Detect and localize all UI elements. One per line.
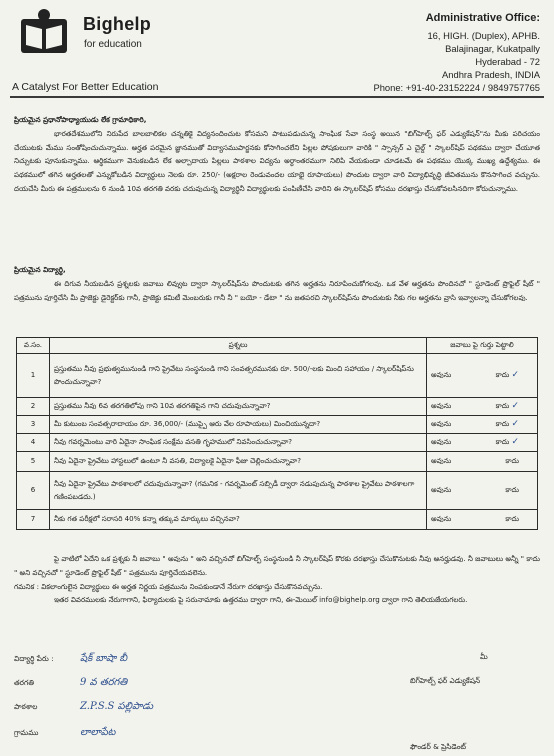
letter-to-student [14, 263, 540, 304]
row-question: నీవు ఏదైనా ప్రైవేటు హాస్టలులో ఉంటూ నీ వసతి, విద్యాలకై ఏదైనా ఫీజు చెల్లించుచున్నావా? [50, 452, 427, 472]
answer-yes[interactable]: అవును [431, 370, 452, 380]
check-mark: ✓ [511, 370, 519, 381]
handwritten-school[interactable]: Z.P.S.S పల్లిపాడు [80, 701, 154, 712]
answer-cell[interactable] [427, 472, 538, 510]
table-row [17, 416, 538, 434]
answer-cell[interactable] [427, 398, 538, 416]
paragraph-contact: ఇతర వివరములకు నేరుగాగాని, ఫిర్యాదులకు పై సరునామాకు ఉత్తరము ద్వారా గాని, ఈ-మెయిల్ info@bighelp.org ద్వారా గాని తెలియజేయగలరు. [54, 595, 468, 605]
answer-cell[interactable] [427, 434, 538, 452]
office-line: Hyderabad - 72 [475, 56, 540, 67]
letter-to-headmaster [14, 113, 540, 196]
sign-org: బిగ్‌హెల్ప్ ఫర్ ఎడ్యుకేషన్ [410, 676, 481, 685]
row-number: 1 [17, 354, 50, 398]
office-line: 16, HIGH. (Duplex), APHB. [427, 30, 540, 41]
sign-yours: మీ [480, 652, 488, 661]
col-question: ప్రశ్నలు [50, 338, 427, 354]
sign-founder: ఫౌండర్ & ప్రెసిడెంట్ [410, 742, 467, 751]
office-line: Balajinagar, Kukatpally [445, 43, 540, 54]
answer-yes[interactable]: అవును [431, 485, 452, 495]
row-number: 2 [17, 398, 50, 416]
col-answer: జవాబు పై గుర్తు పెట్టాలి [427, 338, 538, 354]
answer-cell[interactable] [427, 354, 538, 398]
table-row [17, 354, 538, 398]
note-disabled-students: గమనిక : వికలాంగులైన విద్యార్థులు ఈ అర్హత నిర్ణయ పత్రమును నింపకుండానే నేరుగా దరఖాస్తు చేసుకొనవచ్చును. [14, 581, 323, 591]
row-number: 4 [17, 434, 50, 452]
answer-cell[interactable] [427, 452, 538, 472]
table-row [17, 434, 538, 452]
eligibility-table [16, 337, 538, 530]
field-school: పాఠశాల Z.P.S.S పల్లిపాడు [14, 701, 154, 712]
table-row [17, 452, 538, 472]
paragraph-eligibility-rule: పై వాటిలో ఏదేని ఒక ప్రశ్నకు నీ జవాబు " అవును " అని వచ్చినచో బిగ్‌హెల్ప్ సంస్థనుండి నీ స్కాలర్‌షిప్ కొరకు దరఖాస్తు చేసుకొనుటకు నీవు అనర్హుడవు. నీ జవాబులు అన్నీ " కాదు " అని వచ్చినచో " స్టూడెంట్ ప్రొఫైల్ షీట్ " పత్రమును పూర్తిచేయవలెను. [14, 554, 540, 577]
row-number: 3 [17, 416, 50, 434]
row-question: నీవు ఏదైనా ప్రైవేటు పాఠశాలలో చదువుచున్నావా? (గమనిక - గవర్నమెంట్ సబ్సిడీ ద్వారా నడుపుచున్న పాఠశాల ప్రైవేటు పాఠశాలగా గణింపబడదు.) [50, 472, 427, 510]
table-header-row [17, 338, 538, 354]
greeting-student: ప్రియమైన విద్యార్థి, [14, 265, 66, 274]
check-mark: ✓ [511, 419, 519, 430]
answer-no[interactable]: కాదు ✓ [495, 437, 519, 448]
field-student-name: విద్యార్థి పేరు : షేక్ బాషా బీ [14, 653, 128, 664]
row-question: మీ కుటుంబ సంవత్సరాదాయం రూ. 36,000/- (ముప్పై ఆరు వేల రూపాయలు) మించియున్నదా? [50, 416, 427, 434]
office-phone: Phone: +91-40-23152224 / 9849757765 [373, 82, 540, 93]
brand-name: Bighelp [83, 14, 152, 34]
field-class: తరగతి 9 వ తరగతి [14, 677, 128, 688]
check-mark: ✓ [511, 401, 519, 412]
handwritten-name[interactable]: షేక్ బాషా బీ [80, 653, 128, 664]
answer-yes[interactable]: అవును [431, 437, 452, 447]
answer-yes[interactable]: అవును [431, 401, 452, 411]
answer-no[interactable]: కాదు [505, 485, 519, 495]
answer-yes[interactable]: అవును [431, 514, 452, 524]
row-number: 5 [17, 452, 50, 472]
table-row [17, 398, 538, 416]
paragraph-instructions: ఈ దిగువ నీయబడిన ప్రశ్నలకు జవాబు లివ్వుట ద్వారా స్కాలర్‌షిప్‌ను పొందుటకు తగిన అర్హతను నిరూపించుకోగలవు. ఒక వేళ అర్హతను పొందినచో " స్టూడెంట్ ప్రొఫైల్ షీట్ " పత్రమును పూర్తిచేసి మీ ప్రాజెక్టు డైరెక్టర్‌కు గానీ, ప్రాజెక్టు కమిటీ మెంబరుకు గానీ నీ " బయో - డేటా " ను జతపరచి స్కాలర్‌షిప్‌ను పొందుటకు నీకు గల అర్హతను వ్రాసి ఇవ్వాలన్నా చేసుకోగలవు. [14, 278, 540, 302]
footer-text [14, 552, 540, 607]
tagline: A Catalyst For Better Education [12, 81, 159, 93]
paragraph-intro: భారతదేశములోని నిరుపేద బాలబాలికల చన్నతికై విద్యనందించుట కోసమని పాటుపడుచున్న సాంఘిక సేవా సంస్థ అయిన "బిగ్‌హెల్ప్ ఫర్ ఎడ్యుకేషన్"ను మీకు పరిచయం చేయుటకు మేము సంతోషించుచున్నాము. అర్హత పరమైన జ్ఞానముతో విద్యాసముపార్జనకు కోసాగించలేని పిల్లల పోషకులుగా వారికి " స్పాన్సర్ ఎ చైల్డ్ " స్కాలర్‌షిప్ పథకము ద్వారా చేయూత నిచ్చుటకు పూనుకున్నాము. ఆర్థికముగా వెనుకబడిన లేక అల్పాదాయ పిల్లలు పాఠశాల విద్యను అర్థాంతరముగా నిలిపి వేయకుండా చూడటమే ఈ పథకము యొక్క ముఖ్య ఉద్దేశ్యము. ఈ పథకములో తగిన అర్హతలతో ఎన్నుకోబడిన విద్యార్థులు నెలకు రూ. 250/- (అక్షరాల రెండువందల యాభై రూపాయలు) పొందుట ద్వారా వారి విద్యాభివృద్ధి జీవితమును కొనసాగించ వచ్చును. దయచేసి మీరు ఈ పత్రములను 6 నుండి 10వ తరగతి వరకు చదువుచున్న విద్యార్థినీ విద్యార్థులకు పంపిణీచేసి వారిని ఈ స్కాలర్‌షిప్ కోసము దరఖాస్తు చేసుకోవలసినదిగా కోరుచున్నాము. [14, 128, 540, 193]
answer-no[interactable]: కాదు [505, 456, 519, 466]
check-mark: ✓ [511, 437, 519, 448]
brand-subtitle: for education [84, 39, 142, 50]
answer-no[interactable]: కాదు ✓ [495, 401, 519, 412]
handwritten-class[interactable]: 9 వ తరగతి [80, 677, 128, 688]
row-question: నీవు గవర్నమెంటు వారి ఏదైనా సాంఘిక సంక్షేమ వసతి గృహములో నివసించుచున్నావా? [50, 434, 427, 452]
row-question: నీకు గత పరీక్షలో సరాసరి 40% కన్నా తక్కువ మార్కులు వచ్చినవా? [50, 510, 427, 530]
answer-yes[interactable]: అవును [431, 419, 452, 429]
row-number: 7 [17, 510, 50, 530]
answer-cell[interactable] [427, 510, 538, 530]
table-row [17, 472, 538, 510]
answer-cell[interactable] [427, 416, 538, 434]
row-number: 6 [17, 472, 50, 510]
table-row [17, 510, 538, 530]
answer-no[interactable]: కాదు ✓ [495, 419, 519, 430]
answer-no[interactable]: కాదు ✓ [495, 370, 519, 381]
book-logo-icon [18, 7, 70, 57]
field-village: గ్రామము లాలాపేట [14, 727, 116, 738]
handwritten-village[interactable]: లాలాపేట [80, 727, 116, 738]
office-title: Administrative Office: [425, 12, 540, 24]
header-divider [10, 96, 544, 98]
row-question: ప్రస్తుతము నీవు 6వ తరగతిలోపు గాని 10వ తరగతిపైన గాని చదువుచున్నావా? [50, 398, 427, 416]
office-line: Andhra Pradesh, INDIA [442, 69, 540, 80]
col-serial: వ.సం. [17, 338, 50, 354]
answer-no[interactable]: కాదు [505, 514, 519, 524]
greeting-headmaster: ప్రియమైన ప్రధానోపాధ్యాయుడు లేక గ్రామాధికారి, [14, 115, 147, 124]
row-question: ప్రస్తుతము నీవు ప్రభుత్వమునుండి గాని ప్రైవేటు సంస్థనుండి గాని సంవత్సరమునకు రూ. 500/-లకు మించి సహాయం / స్కాలర్‌షిప్‌ను పొందుచున్నావా? [50, 354, 427, 398]
office-address [280, 12, 540, 94]
answer-yes[interactable]: అవును [431, 456, 452, 466]
